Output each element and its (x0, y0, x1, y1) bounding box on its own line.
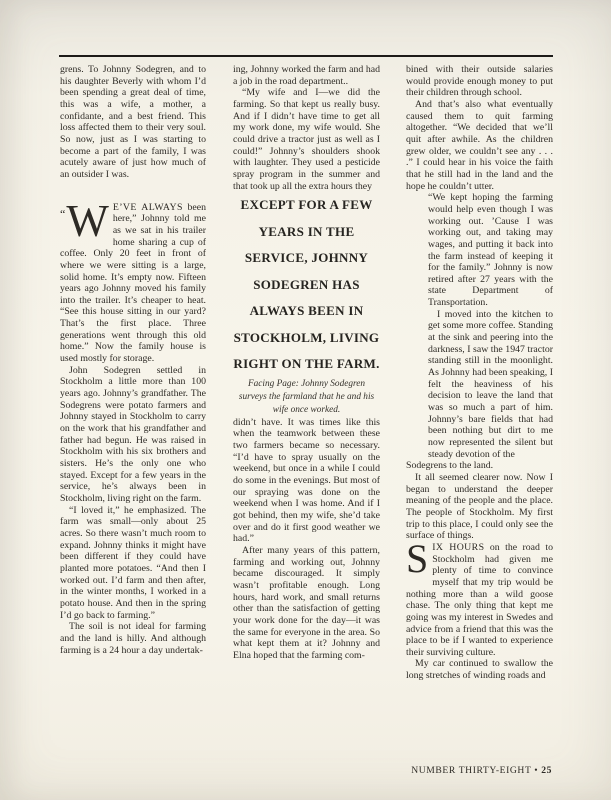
paragraph: bined with their outside salaries would provide enough money to put their children through school. (406, 64, 553, 99)
paragraph: Sodegrens to the land. (406, 460, 494, 472)
photo-caption: Facing Page: Johnny Sodegren surveys the farmland that he and his wife once worked. (238, 378, 375, 415)
lead-caps: IX HOURS (432, 541, 485, 553)
paragraph: “I loved it,” he emphasized. The farm was small—only about 25 acres. So there wasn’t much room to expand. Johnny thinks it might have been different if they could have planted more potatoes. “And then I worked out. I’d farm and then after, in the winter months, I worked in a potato house. And then in the spring I’d go back to farming.” (60, 504, 206, 621)
column-middle (233, 64, 380, 776)
inset-quote-paragraph: “We kept hoping the farming would help even though I was working out. ’Cause I was working out, and taking may wages, and putting it back into the farm instead of keeping it for the family.” Johnny is now retired after 27 years with the state Department of Transportation. (428, 192, 553, 309)
paragraph: grens. To Johnny Sodegren, and to his daughter Beverly with whom I’d been spending a great deal of time, this was a wife, a mother, a confidante, and a best friend. This loss affected them to their very soul. So now, just as I was starting to become a part of the family, I was acutely aware of just how much of an outsider I was. (60, 64, 206, 180)
dropcap-paragraph (60, 195, 206, 365)
column-right (406, 64, 553, 776)
column-left (60, 64, 206, 776)
dropcap-paragraph (406, 535, 553, 659)
page-footer (411, 765, 552, 776)
lead-caps: E’VE ALWAYS (112, 201, 183, 213)
page-number: 25 (541, 765, 552, 776)
paragraph: And that’s also what eventually caused them to quit farming altogether. “We decided that we’ll quit after awhile. As the children grew older, we couldn’t see any . . . .” I could hear in his voice the faith that he still had in the land and the hope he couldn’t utter. (406, 98, 553, 192)
inset-paragraph: I moved into the kitchen to get some more coffee. Standing at the sink and peering into the darkness, I saw the 1947 tractor standing still in the moonlight. As Johnny had been speaking, I felt the heaviness of his decision to leave the land that was so much a part of him. Johnny’s bare fields that had been nothing but dirt to me now represented the silent but steady devotion of the (428, 308, 553, 460)
paragraph: After many years of this pattern, farming and working out, Johnny became discouraged. It simply wasn’t profitable enough. Long hours, hard work, and small returns other than the satisfaction of getting your work done for the day—it was the same for everyone in the area. So what kept them at it? Johnny and Elna hoped that the farming com- (233, 544, 380, 661)
paragraph: John Sodegren settled in Stockholm a little more than 100 years ago. Johnny’s grandfather. The Sodegrens were potato farmers and Johnny stayed in Stockholm to carry on the work that his grandfather and father had begun. He was raised in Stockholm with his six brothers and sisters. He’s the only one who stayed. Except for a few years in the service, he’s always been in Stockholm, living right on the farm. (60, 364, 206, 504)
paragraph: ing, Johnny worked the farm and had a job in the road department.. (233, 64, 380, 87)
pull-quote: EXCEPT FOR A FEW YEARS IN THE SERVICE, JOHNNY SODEGREN HAS ALWAYS BEEN IN STOCKHOLM, LIVING RIGHT ON THE FARM. (233, 197, 380, 372)
open-quote: “ (60, 206, 67, 221)
dropcap-w: “W (60, 195, 109, 246)
paragraph: “My wife and I—we did the farming. So that kept us really busy. And if I didn’t have time to get all my work done, my wife would. She could drive a tractor just as well as I could!” Johnny’s shoulders shook with laughter. They used a pesticide spray program in the summer and that took up all the extra hours they (233, 87, 380, 192)
paragraph: The soil is not ideal for farming and the land is hilly. And although farming is a 24 hour a day undertak- (60, 621, 206, 656)
paragraph: didn’t have. It was times like this when the teamwork between these two farmers became so necessary. “I’d have to spray usually on the weekend, but once in a while I could do some in the evenings. But most of our spraying was done on the weekend when I was home. And if I got behind, then my wife, she’d take over and do it first good weather we had.” (233, 416, 380, 545)
paragraph: It all seemed clearer now. Now I began to understand the deeper meaning of the people and the place. The people of Stockholm. My first trip to this place, I could only see the surface of things. (406, 471, 553, 542)
paragraph-text: on the road to Stockholm had given me plenty of time to convince myself that my trip would be nothing more than a wild goose chase. The only thing that kept me going was my interest in Swedes and advice from a friend that this was the place to be if I wanted to experience their surviving culture. (406, 541, 553, 658)
paragraph-text: been here,” Johnny told me as we sat in his trailer home sharing a cup of coffee. Only 20 feet in front of where we were sitting is a large, solid home. It’s empty now. Fifteen years ago Johnny moved his family into the trailer. It’s cheaper to heat. “See this house sitting in our yard? That’s the first place. Three generations went through this old home.” Now the family house is used mostly for storage. (60, 201, 206, 365)
journal-issue-label: NUMBER THIRTY-EIGHT (411, 765, 532, 776)
paragraph: My car continued to swallow the long stretches of winding roads and (406, 658, 553, 682)
dropcap-s: S (406, 535, 429, 581)
footer-bullet: • (534, 765, 539, 776)
top-rule (59, 55, 553, 57)
